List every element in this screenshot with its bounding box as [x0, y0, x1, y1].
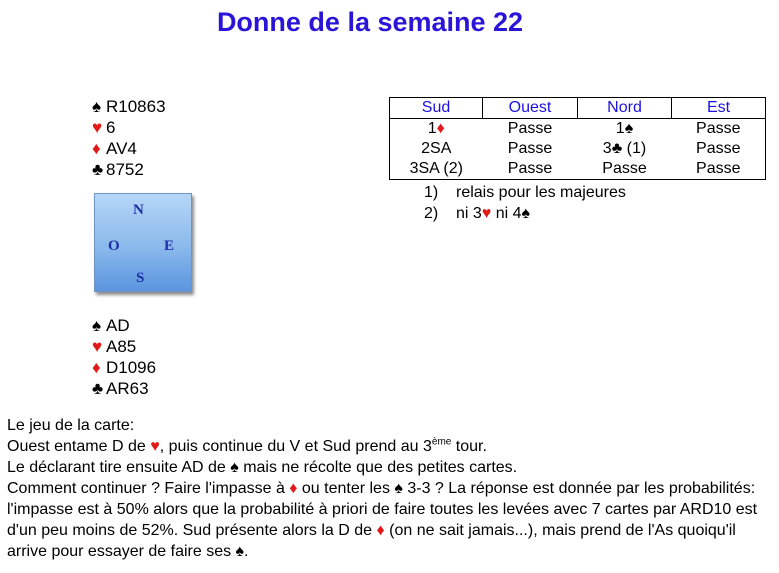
bid-cell: Passe	[483, 159, 578, 180]
commentary-line-3: Comment continuer ? Faire l'impasse à ♦ ou tenter les ♠ 3-3 ? La réponse est donnée par les probabilités: l'impasse est à 50% alors que la probabilité à priori de faire toutes les levées avec 7 cartes par ARD10 est d'un peu moins de 52%. Sud présente alors la D de ♦ (on ne sait jamais...), mais prend de l'As quoiqu'il arrive pour essayer de faire ses ♠.	[7, 480, 758, 560]
bid-cell: Passe	[507, 120, 553, 137]
diamond-icon: ♦	[436, 120, 445, 137]
heart-icon: ♥	[150, 438, 160, 455]
club-icon: ♣	[92, 160, 104, 179]
commentary-line-1: Ouest entame D de ♥, puis continue du V et Sud prend au 3ème tour.	[7, 436, 487, 455]
bidding-notes	[424, 182, 626, 224]
diamond-icon: ♦	[92, 139, 101, 158]
header-nord: Nord	[578, 98, 672, 119]
bidding-table	[389, 97, 766, 180]
south-hearts: A85	[106, 337, 137, 356]
compass-west: O	[108, 238, 120, 254]
spade-icon: ♠	[230, 459, 239, 476]
diamond-icon: ♦	[376, 522, 385, 539]
table-row	[390, 139, 766, 159]
south-spades: AD	[106, 316, 130, 335]
bid-cell: Passe	[507, 140, 553, 157]
bid-cell: 2SA	[390, 139, 483, 159]
diamond-icon: ♦	[289, 480, 298, 497]
spade-icon: ♠	[92, 97, 102, 116]
bid-cell: 3♣ (1)	[602, 140, 647, 157]
compass-east: E	[164, 238, 175, 254]
note-2: 2) ni 3♥ ni 4♠	[424, 205, 531, 222]
header-est: Est	[672, 98, 766, 119]
spade-icon: ♠	[235, 543, 245, 560]
header-sud: Sud	[390, 98, 483, 119]
north-spades: R10863	[106, 97, 166, 116]
bid-cell: 1♦	[390, 119, 483, 140]
south-clubs: AR63	[106, 379, 149, 398]
south-diamonds: D1096	[106, 358, 157, 377]
club-icon: ♣	[611, 140, 623, 157]
spade-icon: ♠	[92, 316, 102, 335]
table-row	[390, 159, 766, 180]
compass-box	[94, 193, 192, 292]
bid-cell: Passe	[672, 159, 766, 180]
bid-cell: Passe	[672, 139, 766, 159]
south-hand	[92, 315, 156, 399]
north-hearts: 6	[106, 118, 116, 137]
bid-cell: 3SA (2)	[390, 159, 483, 180]
heart-icon: ♥	[481, 205, 492, 222]
bid-cell: Passe	[672, 119, 766, 140]
header-ouest: Ouest	[483, 98, 578, 119]
commentary-heading: Le jeu de la carte:	[7, 417, 135, 434]
bid-cell: Passe	[578, 159, 672, 180]
diamond-icon: ♦	[92, 358, 101, 377]
heart-icon: ♥	[92, 337, 103, 356]
bid-cell: 1♠	[615, 120, 634, 137]
page-title: Donne de la semaine 22	[216, 7, 524, 37]
table-row	[390, 119, 766, 140]
spade-icon: ♠	[624, 120, 634, 137]
compass-north: N	[133, 202, 144, 218]
commentary-line-2: Le déclarant tire ensuite AD de ♠ mais ne récolte que des petites cartes.	[7, 459, 518, 476]
spade-icon: ♠	[521, 205, 531, 222]
north-hand	[92, 96, 166, 180]
spade-icon: ♠	[394, 480, 403, 497]
bidding-header-row	[390, 98, 766, 119]
compass-south: S	[136, 270, 145, 286]
heart-icon: ♥	[92, 118, 103, 137]
play-commentary	[7, 415, 767, 562]
club-icon: ♣	[92, 379, 104, 398]
note-1: 1) relais pour les majeures	[424, 184, 626, 201]
north-diamonds: AV4	[106, 139, 137, 158]
north-clubs: 8752	[106, 160, 144, 179]
